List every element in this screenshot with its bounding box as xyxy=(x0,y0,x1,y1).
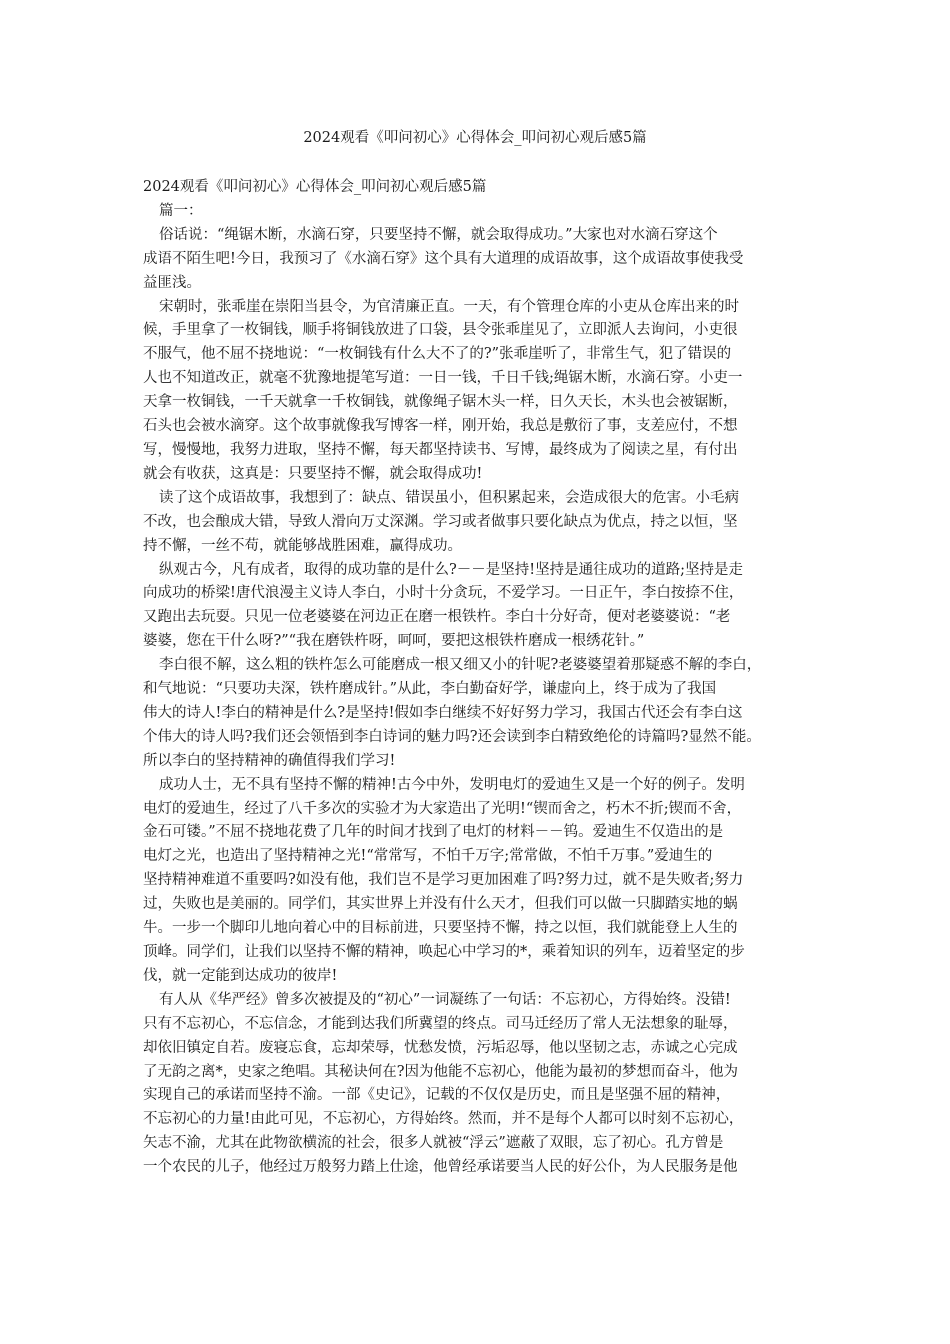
text-line: 实现自己的承诺而坚持不渝。一部《史记》，记载的不仅仅是历史，而且是坚强不屈的精神， xyxy=(143,1087,731,1104)
text-line: 石头也会被水滴穿。这个故事就像我写博客一样，刚开始，我总是敷衍了事，支差应付，不想 xyxy=(143,418,738,435)
text-line: 成功人士，无不具有坚持不懈的精神!古今中外，发明电灯的爱迪生又是一个好的例子。发明 xyxy=(159,776,745,793)
text-line: 成语不陌生吧!今日，我预习了《水滴石穿》这个具有大道理的成语故事，这个成语故事使我受 xyxy=(143,250,744,267)
article-body xyxy=(143,176,827,1180)
text-line: 有人从《华严经》曾多次被提及的“初心”一词凝练了一句话：不忘初心，方得始终。没错! xyxy=(159,991,731,1008)
text-line: 又跑出去玩耍。只见一位老婆婆在河边正在磨一根铁杵。李白十分好奇，便对老婆婆说：“老 xyxy=(143,609,731,626)
text-line: 婆婆，您在干什么呀?”“我在磨铁杵呀，呵呵，要把这根铁杵磨成一根绣花针。” xyxy=(143,633,645,650)
text-line: 伟大的诗人!李白的精神是什么?是坚持!假如李白继续不好好努力学习，我国古代还会有李白这 xyxy=(143,704,743,721)
article-heading: 2024观看《叩问初心》心得体会_叩问初心观后感5篇 xyxy=(143,179,487,195)
text-line: 不服气，他不屈不挠地说：“一枚铜钱有什么大不了的?”张乖崖听了，非常生气，犯了错误的 xyxy=(143,346,732,363)
text-line: 电灯之光，也造出了坚持精神之光!“常常写，不怕千万字;常常做，不怕千万事。”爱迪生的 xyxy=(143,848,713,865)
text-line: 矢志不渝，尤其在此物欲横流的社会，很多人就被“浮云”遮蔽了双眼，忘了初心。孔方曾是 xyxy=(143,1135,724,1152)
paragraph-lines xyxy=(143,224,827,1180)
text-line: 过，失败也是美丽的。同学们，其实世界上并没有什么天才，但我们可以做一只脚踏实地的蜗 xyxy=(143,896,738,913)
text-line: 伐，就一定能到达成功的彼岸! xyxy=(143,967,338,984)
text-line: 了无韵之离*，史家之绝唱。其秘诀何在?因为他能不忘初心，他能为最初的梦想而奋斗，他为 xyxy=(143,1063,739,1080)
text-line: 顶峰。同学们，让我们以坚持不懈的精神，唤起心中学习的*，乘着知识的列车，迈着坚定的步 xyxy=(143,944,745,960)
text-line: 不忘初心的力量!由此可见，不忘初心，方得始终。然而，并不是每个人都可以时刻不忘初心， xyxy=(143,1111,744,1128)
text-line: 宋朝时，张乖崖在崇阳当县令，为官清廉正直。一天，有个管理仓库的小吏从仓库出来的时 xyxy=(159,298,739,315)
section-label: 篇一： xyxy=(159,202,203,219)
text-line: 电灯的爱迪生，经过了八千多次的实验才为大家造出了光明!“锲而舍之，朽木不折;锲而不舍， xyxy=(143,800,742,817)
text-line: 牛。一步一个脚印儿地向着心中的目标前进，只要坚持不懈，持之以恒，我们就能登上人生的 xyxy=(143,920,738,937)
text-line: 个伟大的诗人吗?我们还会领悟到李白诗词的魅力吗?还会读到李白精致绝伦的诗篇吗?显然不能。 xyxy=(143,728,761,745)
text-line: 益匪浅。 xyxy=(143,274,201,291)
text-line: 一个农民的儿子，他经过万般努力踏上仕途，他曾经承诺要当人民的好公仆，为人民服务是他 xyxy=(143,1159,738,1176)
text-line: 纵观古今，凡有成者，取得的成功靠的是什么?－－是坚持!坚持是通往成功的道路;坚持是走 xyxy=(159,561,743,578)
text-line: 候，手里拿了一枚铜钱，顺手将铜钱放进了口袋，县令张乖崖见了，立即派人去询问，小吏很 xyxy=(143,322,738,339)
text-line: 持不懈，一丝不苟，就能够战胜困难，赢得成功。 xyxy=(143,537,462,554)
text-line: 李白很不解，这么粗的铁杵怎么可能磨成一根又细又小的针呢?老婆婆望着那疑惑不解的李白， xyxy=(159,657,762,674)
text-line: 俗话说：“绳锯木断，水滴石穿，只要坚持不懈，就会取得成功。”大家也对水滴石穿这个 xyxy=(159,226,718,243)
text-line: 不改，也会酿成大错，导致人滑向万丈深渊。学习或者做事只要化缺点为优点，持之以恒，坚 xyxy=(143,513,738,530)
text-line: 向成功的桥梁!唐代浪漫主义诗人李白，小时十分贪玩，不爱学习。一日正午，李白按捺不住， xyxy=(143,585,744,602)
text-line: 所以李白的坚持精神的确值得我们学习! xyxy=(143,752,396,769)
text-line: 天拿一枚铜钱，一千天就拿一千枚铜钱，就像绳子锯木头一样，日久天长，木头也会被锯断， xyxy=(143,394,738,411)
text-line: 写，慢慢地，我努力进取，坚持不懈，每天都坚持读书、写博，最终成为了阅读之星，有付出 xyxy=(143,441,738,458)
text-line: 读了这个成语故事，我想到了：缺点、错误虽小，但积累起来，会造成很大的危害。小毛病 xyxy=(159,489,739,506)
text-line: 和气地说：“只要功夫深，铁杵磨成针。”从此，李白勤奋好学，谦虚向上，终于成为了我国 xyxy=(143,681,717,698)
text-line: 就会有收获，这真是：只要坚持不懈，就会取得成功! xyxy=(143,465,483,482)
text-line: 只有不忘初心，不忘信念，才能到达我们所冀望的终点。司马迁经历了常人无法想象的耻辱， xyxy=(143,1015,738,1032)
text-line: 金石可镂。”不屈不挠地花费了几年的时间才找到了电灯的材料－－钨。爱迪生不仅造出的是 xyxy=(143,824,724,841)
page-title: 2024观看《叩问初心》心得体会_叩问初心观后感5篇 xyxy=(303,130,647,146)
text-line: 坚持精神难道不重要吗?如没有他，我们岂不是学习更加困难了吗?努力过，就不是失败者;努力 xyxy=(143,872,744,889)
text-line: 却依旧镇定自若。废寝忘食，忘却荣辱，忧愁发愤，污垢忍辱，他以坚韧之志，赤诚之心完成 xyxy=(143,1039,738,1056)
text-line: 人也不知道改正，就毫不犹豫地提笔写道：一日一钱，千日千钱;绳锯木断，水滴石穿。小吏一 xyxy=(143,370,743,387)
